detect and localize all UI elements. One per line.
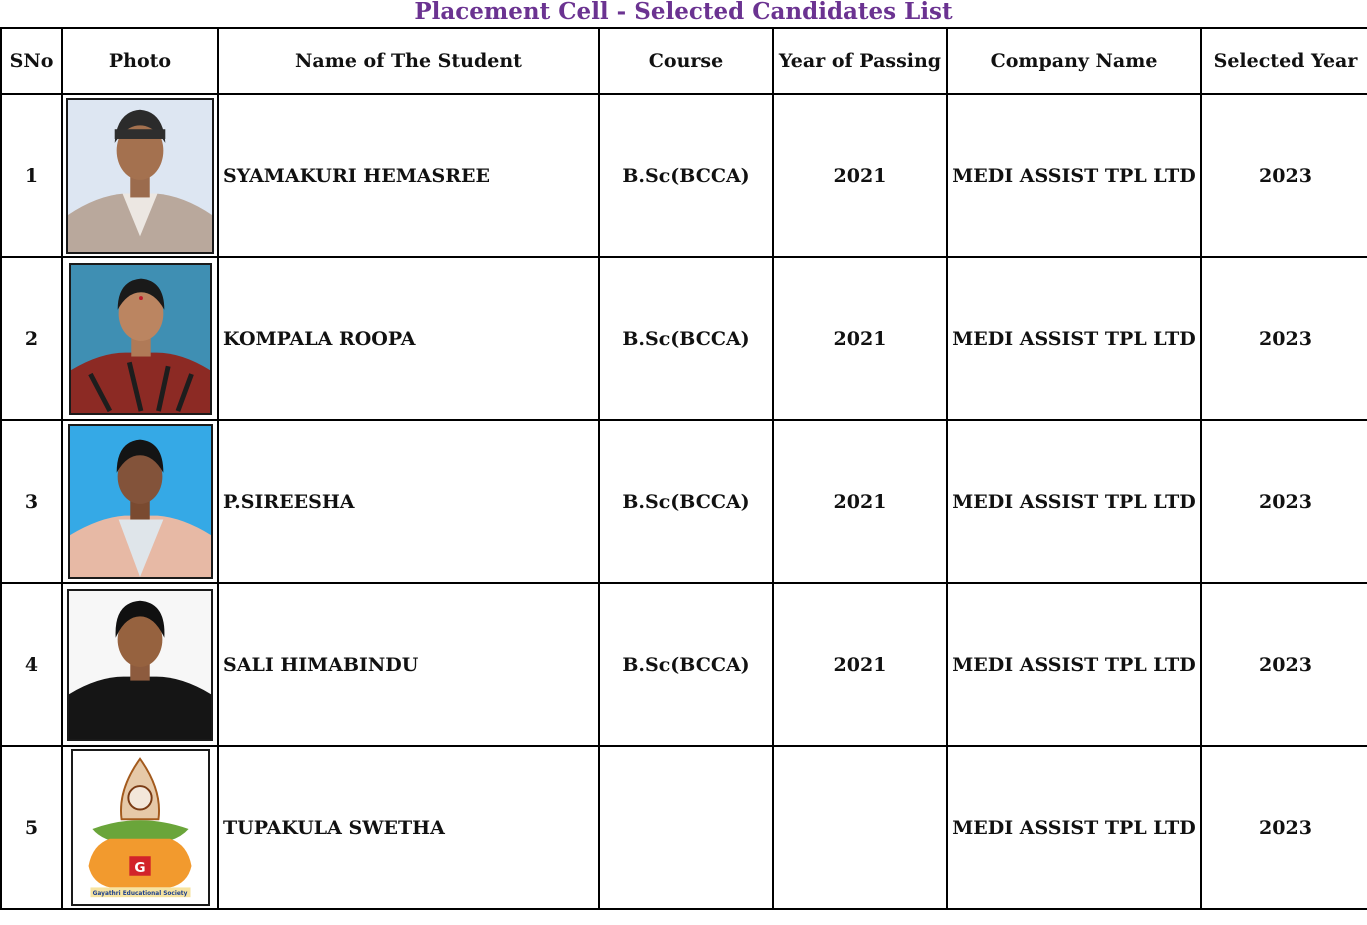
sno-cell: 5 bbox=[1, 746, 62, 909]
student-name-cell: SYAMAKURI HEMASREE bbox=[218, 94, 599, 257]
selected-year-cell: 2023 bbox=[1201, 257, 1367, 420]
header-course: Course bbox=[599, 28, 773, 94]
portrait-image bbox=[71, 265, 210, 413]
year-of-passing-cell: 2021 bbox=[773, 94, 947, 257]
photo-cell bbox=[62, 420, 218, 583]
student-photo bbox=[66, 98, 214, 254]
course-cell: B.Sc(BCCA) bbox=[599, 583, 773, 746]
selected-year-cell: 2023 bbox=[1201, 583, 1367, 746]
student-photo bbox=[67, 589, 213, 741]
portrait-image bbox=[69, 591, 211, 739]
student-photo bbox=[68, 424, 213, 579]
table-row bbox=[1, 257, 1367, 420]
year-of-passing-cell bbox=[773, 746, 947, 909]
student-photo bbox=[69, 263, 212, 415]
header-photo: Photo bbox=[62, 28, 218, 94]
photo-cell bbox=[62, 746, 218, 909]
table-row bbox=[1, 420, 1367, 583]
header-name: Name of The Student bbox=[218, 28, 599, 94]
course-cell: B.Sc(BCCA) bbox=[599, 94, 773, 257]
candidates-table bbox=[0, 27, 1367, 910]
selected-year-cell: 2023 bbox=[1201, 94, 1367, 257]
company-cell: MEDI ASSIST TPL LTD bbox=[947, 94, 1201, 257]
sno-cell: 1 bbox=[1, 94, 62, 257]
course-cell: B.Sc(BCCA) bbox=[599, 257, 773, 420]
company-cell: MEDI ASSIST TPL LTD bbox=[947, 746, 1201, 909]
company-cell: MEDI ASSIST TPL LTD bbox=[947, 420, 1201, 583]
photo-cell bbox=[62, 257, 218, 420]
table-row bbox=[1, 583, 1367, 746]
course-cell bbox=[599, 746, 773, 909]
logo-letter: G bbox=[133, 859, 146, 876]
student-name-cell: SALI HIMABINDU bbox=[218, 583, 599, 746]
student-name-cell: P.SIREESHA bbox=[218, 420, 599, 583]
header-company: Company Name bbox=[947, 28, 1201, 94]
photo-cell bbox=[62, 94, 218, 257]
table-row bbox=[1, 746, 1367, 909]
course-cell: B.Sc(BCCA) bbox=[599, 420, 773, 583]
page-title: Placement Cell - Selected Candidates List bbox=[414, 0, 953, 25]
sno-cell: 2 bbox=[1, 257, 62, 420]
portrait-image bbox=[70, 426, 211, 577]
selected-year-cell: 2023 bbox=[1201, 420, 1367, 583]
sno-cell: 4 bbox=[1, 583, 62, 746]
header-selected-year: Selected Year bbox=[1201, 28, 1367, 94]
student-name-cell: KOMPALA ROOPA bbox=[218, 257, 599, 420]
sno-cell: 3 bbox=[1, 420, 62, 583]
table-header-row bbox=[1, 28, 1367, 94]
logo-name: Gayathri Educational Society bbox=[92, 891, 187, 898]
photo-cell bbox=[62, 583, 218, 746]
header-year-of-passing: Year of Passing bbox=[773, 28, 947, 94]
year-of-passing-cell: 2021 bbox=[773, 420, 947, 583]
header-sno: SNo bbox=[1, 28, 62, 94]
table-row bbox=[1, 94, 1367, 257]
year-of-passing-cell: 2021 bbox=[773, 257, 947, 420]
company-cell: MEDI ASSIST TPL LTD bbox=[947, 583, 1201, 746]
society-logo-image bbox=[73, 751, 208, 904]
year-of-passing-cell: 2021 bbox=[773, 583, 947, 746]
society-logo bbox=[71, 749, 210, 906]
company-cell: MEDI ASSIST TPL LTD bbox=[947, 257, 1201, 420]
student-name-cell: TUPAKULA SWETHA bbox=[218, 746, 599, 909]
selected-year-cell: 2023 bbox=[1201, 746, 1367, 909]
portrait-image bbox=[68, 100, 212, 252]
